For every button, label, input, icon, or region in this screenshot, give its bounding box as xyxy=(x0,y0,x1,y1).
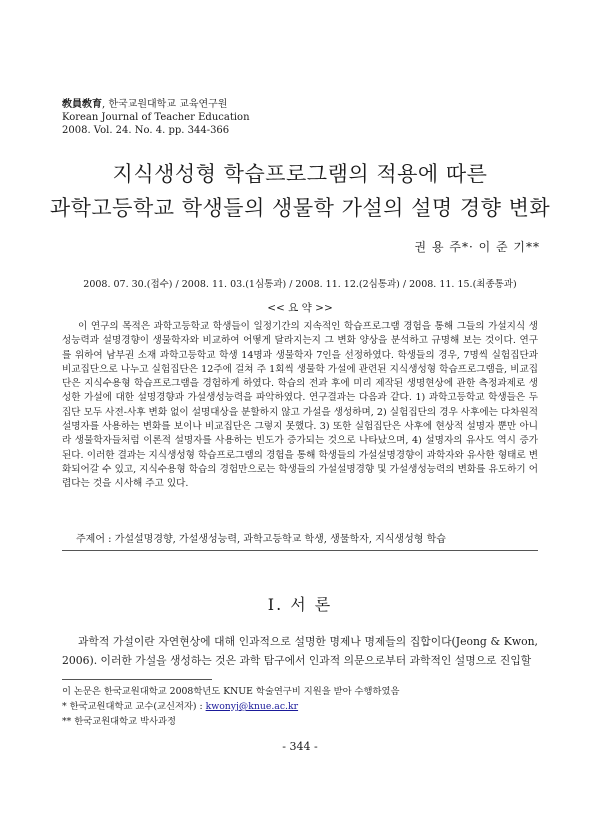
page-number: - 344 - xyxy=(282,740,318,753)
footnote-funding: 이 논문은 한국교원대학교 2008학년도 KNUE 학술연구비 지원을 받아 수행하였음 xyxy=(62,686,400,697)
keywords: 주제어 : 가설설명경향, 가설생성능력, 과학고등학교 학생, 생물학자, 지식생성형 학습 xyxy=(76,534,446,545)
abstract-heading: << 요 약 >> xyxy=(267,302,333,314)
footnote-divider xyxy=(62,679,212,680)
paper-title-line-1: 지식생성형 학습프로그램의 적용에 따른 xyxy=(112,162,488,186)
footnote-second-author: ** 한국교원대학교 박사과정 xyxy=(62,716,176,727)
journal-publisher: , 한국교원대학교 교육연구원 xyxy=(102,99,228,110)
footnote-author-affiliation: * 한국교원대학교 교수(교신저자) : xyxy=(62,701,206,712)
review-dates: 2008. 07. 30.(접수) / 2008. 11. 03.(1심통과) / 2008. 11. 12.(2심통과) / 2008. 11. 15.(최종통과) xyxy=(83,279,517,290)
abstract-text: 이 연구의 목적은 과학고등학교 학생들이 일정기간의 지속적인 학습프로그램 경험을 통해 그들의 가설지식 생성능력과 설명경향이 생물학자와 비교하여 어떻게 달라지는지 그 변화 양상을 분석하고 규명해 보는 것이다. 연구를 위하여 남부권 소재 과학고등학교 학생 14명과 생물학자 7인을 선정하였다. 학생들의 경우, 7명씩 실험집단과 비교집단으로 나누고 실험집단은 12주에 걸쳐 주 1회씩 생물학 가설에 관련된 지식생성형 학습프로그램을, 비교집단은 지식수용형 학습프로그램을 경험하게 하였다. 학습의 전과 후에 미리 제작된 생명현상에 관한 측정과제로 생성한 가설에 대한 설명경향과 가설생성능력을 파악하였다. 연구결과는 다음과 같다. 1) 과학고등학교 학생들은 두 집단 모두 사전-사후 변화 없이 설명대상을 분할하지 않고 가설을 생성하며, 2) 실험집단의 경우 사후에는 다차원적 설명자를 사용하는 변화를 보이나 비교집단은 그렇지 못했다. 3) 또한 실험집단은 사후에 현상적 설명자 뿐만 아니라 생물학자들처럼 이론적 설명자를 사용하는 빈도가 증가되는 것으로 나타났으며, 4) 설명자의 유사도 역시 증가된다. 이러한 결과는 지식생성형 학습프로그램의 경험을 통해 학생들의 가설설명경향이 과학자와 유사한 형태로 변화되어갈 수 있고, 지식수용형 학습의 경험만으로는 학생들의 가설설명경향 및 가설생성능력의 변화를 유도하기 어렵다는 것을 시사해 주고 있다. xyxy=(62,321,538,490)
journal-name-english: Korean Journal of Teacher Education xyxy=(62,112,250,123)
journal-info xyxy=(62,98,250,137)
footnotes xyxy=(62,684,399,729)
journal-name-hanja: 敎員敎育 xyxy=(62,99,102,110)
footnote-corresponding-author xyxy=(62,699,399,714)
authors: 권 용 주*· 이 준 기** xyxy=(414,240,540,254)
author-email-link[interactable]: kwonyj@knue.ac.kr xyxy=(205,701,299,712)
journal-name-korean xyxy=(62,98,250,111)
body-paragraph: 과학적 가설이란 자연현상에 대해 인과적으로 설명한 명제나 명제들의 집합이다(Jeong & Kwon, 2006). 이러한 가설을 생성하는 것은 과학 탐구에서 인과적 의문으로부터 과학적인 설명으로 진입할 xyxy=(62,635,538,667)
journal-volume: 2008. Vol. 24. No. 4. pp. 344-366 xyxy=(62,125,230,136)
abstract-divider xyxy=(62,550,538,551)
section-heading: Ⅰ. 서 론 xyxy=(267,595,333,614)
paper-title-line-2: 과학고등학교 학생들의 생물학 가설의 설명 경향 변화 xyxy=(49,196,551,220)
